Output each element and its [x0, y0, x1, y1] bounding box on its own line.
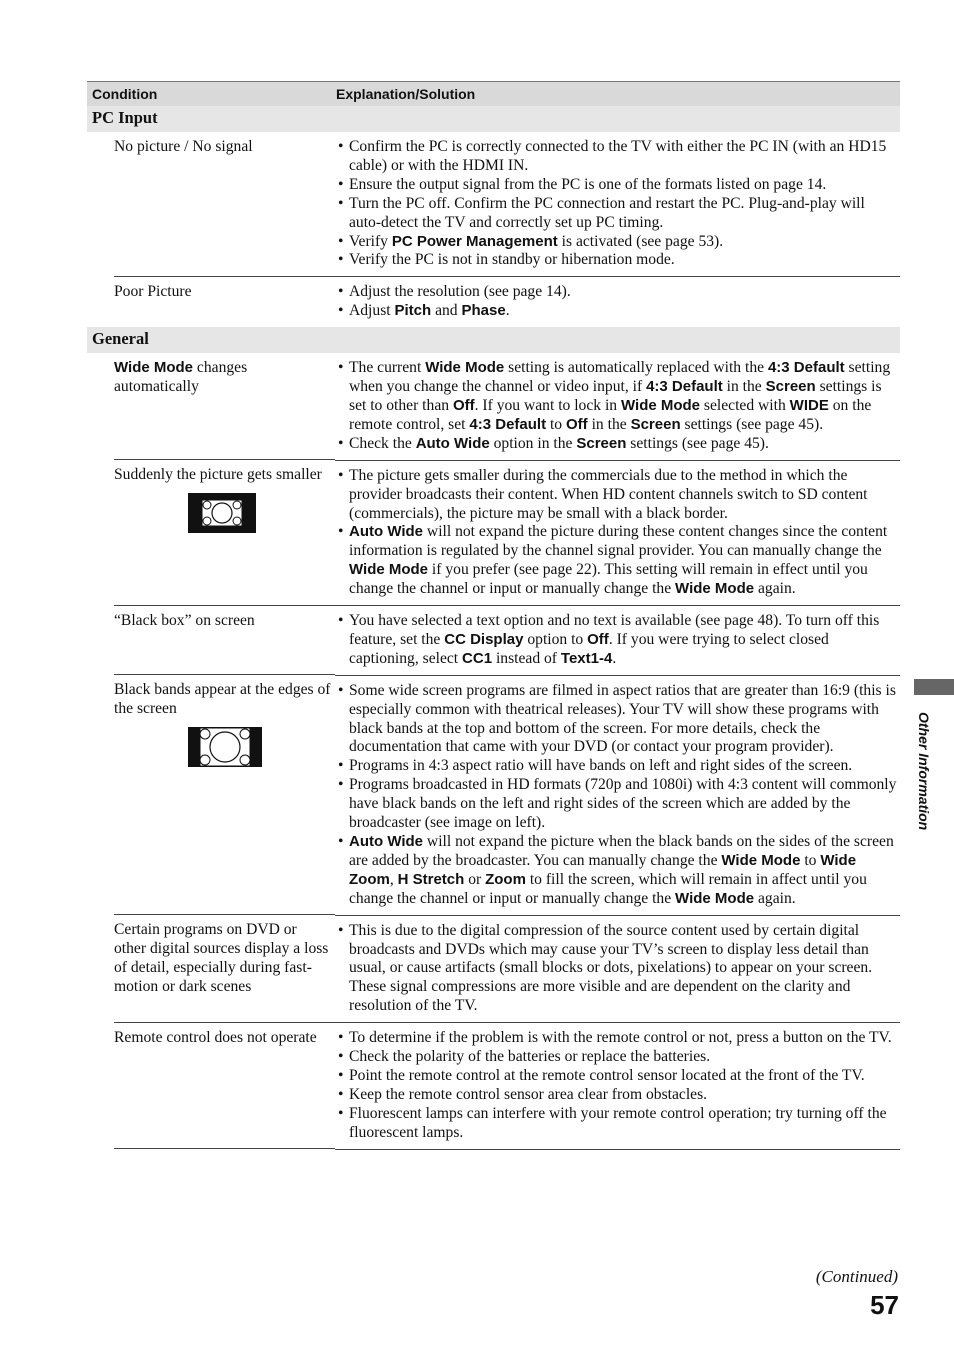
explanation-cell [335, 675, 900, 915]
text-run: Remote control does not operate [114, 1028, 317, 1046]
side-bands-picture-icon [188, 727, 331, 773]
text-run: You have selected a text option and no text is available (see page 48). To turn off this feature, set the [349, 612, 880, 648]
explanation-cell [335, 353, 900, 460]
text-run: is activated (see page 53). [557, 232, 724, 250]
list-item [336, 757, 900, 776]
bold-term: 4:3 Default [469, 415, 547, 433]
bold-term: 4:3 Default [646, 378, 723, 396]
bold-term: Screen [576, 434, 627, 452]
troubleshooting-table [87, 81, 900, 1150]
list-item [336, 682, 900, 758]
bold-term: H Stretch [397, 870, 465, 888]
list-item [336, 776, 900, 833]
explanation-cell [335, 132, 900, 277]
page-number: 57 [870, 1290, 899, 1320]
text-run: The picture gets smaller during the commercials due to the method in which the provider broadcasts their content. When HD content channels switch to SD content (commercials), the picture may be small with a black border. [349, 466, 868, 522]
text-run: . If you want to lock in [474, 396, 621, 414]
explanation-cell [335, 277, 900, 327]
text-run: . If you were trying to select closed captioning, select [349, 630, 829, 667]
section-tab-marker [914, 679, 954, 695]
explanation-cell [335, 1023, 900, 1149]
bullet-list [336, 612, 900, 669]
text-run: Programs broadcasted in HD formats (720p and 1080i) with 4:3 content will commonly have black bands on the left and right sides of the screen which are added by the broadcaster (see image on left). [349, 776, 897, 832]
bold-term: Wide Mode [675, 580, 755, 598]
list-item [336, 251, 900, 270]
list-item [336, 523, 900, 599]
text-run: Turn the PC off. Confirm the PC connection and restart the PC. Plug-and-play will auto-detect the TV and correctly set up PC timing. [349, 194, 865, 231]
bold-term: Screen [765, 378, 816, 396]
text-run: or [464, 870, 486, 888]
section-header-row [87, 106, 900, 132]
bold-term: Wide Mode [349, 561, 429, 579]
table-row [87, 675, 900, 915]
list-item [336, 138, 900, 176]
list-item [336, 1048, 900, 1067]
bold-term: Text1-4 [560, 649, 613, 667]
text-run: will not expand the picture during these content changes since the content information is regulated by the channel signal provider. You can manually change the [349, 523, 888, 560]
table-row [87, 915, 900, 1023]
header-condition: Condition [87, 82, 335, 107]
condition-cell [87, 675, 335, 915]
text-run: if you prefer (see page 22). This setting will remain in effect until you change the channel or input or manually change the [349, 561, 868, 598]
table-row [87, 1023, 900, 1149]
text-run: . [505, 302, 510, 320]
list-item [336, 176, 900, 195]
condition-cell [87, 1023, 335, 1149]
boxed-picture-icon [188, 493, 331, 539]
bullet-list [336, 1029, 900, 1142]
header-explanation: Explanation/Solution [335, 82, 900, 107]
list-item [336, 233, 900, 252]
condition-text [114, 921, 331, 997]
text-run: Verify [349, 232, 392, 250]
list-item [336, 922, 900, 1017]
text-run: changes automatically [114, 359, 248, 396]
bold-term: Wide Mode [114, 359, 194, 377]
text-run: settings (see page 45). [680, 415, 824, 433]
table-row [87, 606, 900, 676]
text-run: Adjust [349, 302, 395, 320]
text-run: on the remote control, set [349, 396, 872, 433]
bullet-list [336, 283, 900, 321]
list-item [336, 435, 900, 454]
text-run: Certain programs on DVD or other digital sources display a loss of detail, especially during fast-motion or dark scenes [114, 921, 329, 995]
list-item [336, 1105, 900, 1143]
text-run: will not expand the picture when the black bands on the sides of the screen are added by the broadcaster. You can manually change the [349, 833, 894, 869]
list-item [336, 467, 900, 524]
bold-term: Phase [461, 302, 506, 320]
text-run: selected with [700, 396, 790, 414]
continued-note: (Continued) [815, 1267, 898, 1286]
text-run: , [389, 870, 398, 888]
bold-term: Auto Wide [349, 833, 424, 850]
bold-term: Auto Wide [349, 523, 424, 541]
text-run: Ensure the output signal from the PC is one of the formats listed on page 14. [349, 175, 827, 193]
text-run: Some wide screen programs are filmed in aspect ratios that are greater than 16:9 (this is especially common with theatrical releases). Your TV will show these programs with black bands at the top and bottom of the screen. For more details, check the documentation that came with your DVD (or contact your program provider). [349, 681, 896, 756]
bullet-list [336, 467, 900, 599]
section-tab-text: Other Information [916, 712, 932, 831]
list-item [336, 1067, 900, 1086]
bold-term: Zoom [485, 870, 526, 888]
text-run: to [546, 415, 567, 433]
condition-text [114, 466, 331, 485]
bold-term: CC Display [444, 630, 524, 648]
section-header-row [87, 327, 900, 353]
explanation-cell [335, 460, 900, 605]
text-run: Verify the PC is not in standby or hibernation mode. [349, 251, 675, 269]
text-run: Check the polarity of the batteries or replace the batteries. [349, 1048, 711, 1066]
text-run: Poor Picture [114, 282, 192, 300]
text-run: To determine if the problem is with the remote control or not, press a button on the TV. [349, 1029, 892, 1047]
bold-term: Wide Mode [675, 889, 755, 907]
text-run: settings (see page 45). [626, 434, 769, 452]
text-run: . [612, 649, 617, 667]
bold-term: Wide Zoom [349, 851, 857, 888]
condition-text [114, 681, 331, 719]
bold-term: 4:3 Default [767, 359, 845, 377]
text-run: Confirm the PC is correctly connected to the TV with either the PC IN (with an HD15 cable) or with the HDMI IN. [349, 138, 887, 174]
condition-cell [87, 353, 335, 460]
text-run: Black bands appear at the edges of the screen [114, 681, 331, 718]
condition-text [114, 1029, 331, 1048]
condition-cell [87, 277, 335, 327]
text-run: Programs in 4:3 aspect ratio will have bands on left and right sides of the screen. [349, 757, 853, 775]
text-run: again. [754, 889, 796, 907]
table-row [87, 132, 900, 277]
bold-term: Screen [630, 415, 681, 433]
condition-cell [87, 132, 335, 277]
bold-term: Off [566, 415, 588, 433]
bold-term: Off [452, 396, 475, 414]
bold-term: PC Power Management [391, 232, 558, 250]
condition-cell [87, 915, 335, 1023]
text-run: Check the [349, 434, 416, 452]
section-tab-label [914, 712, 936, 862]
bold-term: Wide Mode [425, 359, 505, 377]
text-run: option to [523, 630, 588, 648]
table-row [87, 353, 900, 460]
condition-text [114, 359, 331, 397]
text-run: option in the [489, 434, 577, 452]
table-header [87, 82, 900, 107]
list-item [336, 1029, 900, 1048]
text-run: Adjust the resolution (see page 14). [349, 283, 571, 301]
table-body [87, 106, 900, 1149]
text-run: This is due to the digital compression of the source content used by certain digital broadcasts and DVDs which may cause your TV’s screen to display less detail than usual, or cause artifacts (small blocks or dots, pixelations) to appear on your screen. These signal compressions are more visible and are dependent on the clarity and resolution of the TV. [349, 921, 873, 1015]
condition-text [114, 138, 331, 157]
condition-cell [87, 606, 335, 676]
text-run: The current [349, 359, 426, 377]
section-title: PC Input [87, 106, 900, 132]
text-run: settings is set to other than [349, 378, 882, 414]
text-run: to [800, 851, 821, 869]
list-item [336, 359, 900, 435]
bold-term: Pitch [394, 302, 432, 320]
bold-term: WIDE [789, 396, 829, 414]
bold-term: CC1 [462, 649, 493, 667]
bullet-list [336, 922, 900, 1017]
bullet-list [336, 359, 900, 454]
text-run: in the [722, 378, 766, 396]
explanation-cell [335, 915, 900, 1023]
text-run: Point the remote control at the remote control sensor located at the front of the TV. [349, 1066, 865, 1084]
section-title: General [87, 327, 900, 353]
text-run: setting when you change the channel or video input, if [349, 359, 891, 396]
condition-text [114, 612, 331, 631]
text-run: Fluorescent lamps can interfere with your remote control operation; try turning off the fluorescent lamps. [349, 1104, 887, 1141]
list-item [336, 302, 900, 321]
list-item [336, 283, 900, 302]
text-run: setting is automatically replaced with the [504, 359, 768, 377]
text-run: “Black box” on screen [114, 611, 255, 629]
explanation-cell [335, 606, 900, 676]
bold-term: Wide Mode [721, 851, 801, 869]
text-run: Keep the remote control sensor area clear from obstacles. [349, 1085, 708, 1103]
list-item [336, 1086, 900, 1105]
condition-cell [87, 460, 335, 605]
text-run: again. [754, 580, 796, 598]
table-row [87, 277, 900, 327]
text-run: in the [587, 415, 631, 433]
list-item [336, 833, 900, 909]
text-run: and [431, 302, 462, 320]
bullet-list [336, 138, 900, 270]
table-row [87, 460, 900, 605]
bold-term: Wide Mode [621, 396, 701, 414]
text-run: No picture / No signal [114, 138, 253, 155]
text-run: instead of [492, 649, 561, 667]
bold-term: Off [587, 630, 609, 648]
text-run: Suddenly the picture gets smaller [114, 466, 322, 484]
condition-text [114, 283, 331, 302]
list-item [336, 195, 900, 233]
bold-term: Auto Wide [415, 434, 490, 452]
list-item [336, 612, 900, 669]
bullet-list [336, 682, 900, 909]
text-run: to fill the screen, which will remain in affect until you change the channel or input or manually change the [349, 870, 867, 907]
